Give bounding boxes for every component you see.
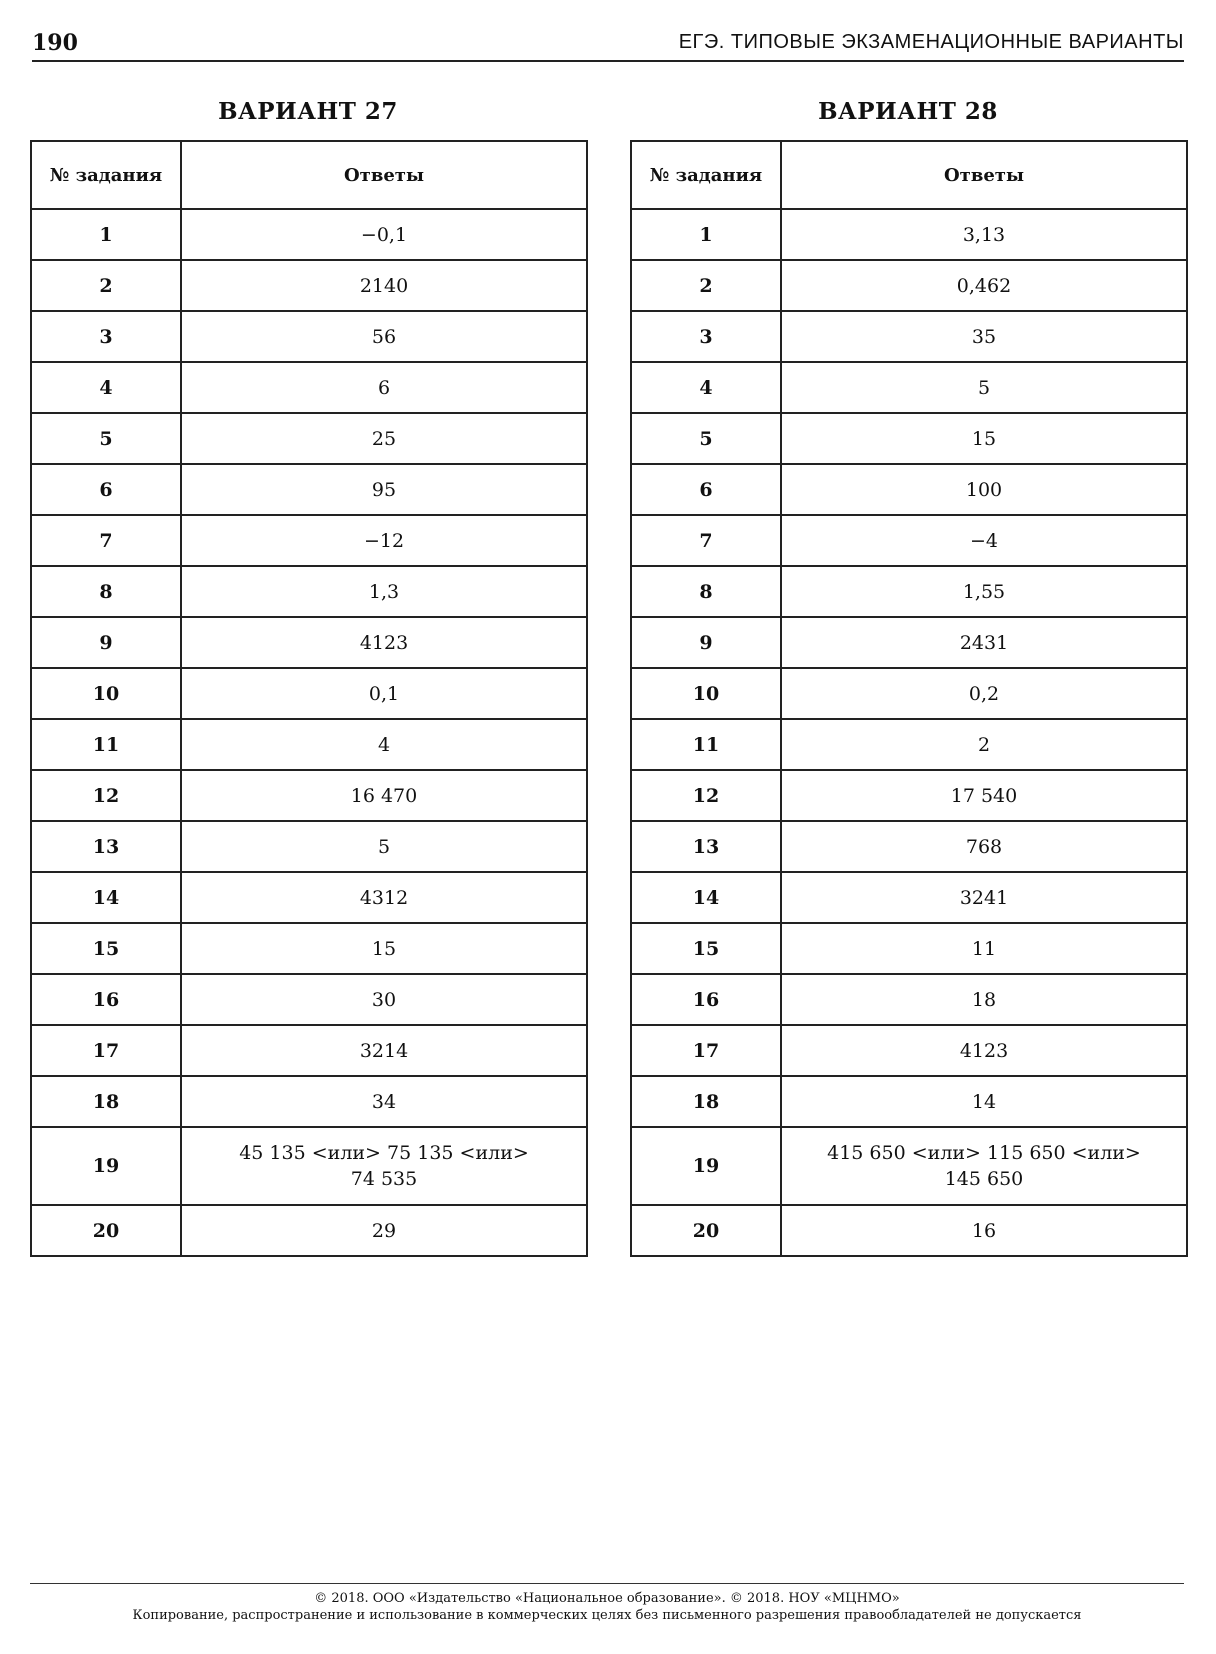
table-row bbox=[31, 821, 587, 872]
answer-cell: 768 bbox=[781, 821, 1187, 872]
task-number: 9 bbox=[31, 617, 181, 668]
answer-cell: 2 bbox=[781, 719, 1187, 770]
answer-cell: 5 bbox=[781, 362, 1187, 413]
table-row bbox=[31, 515, 587, 566]
answer-cell: 5 bbox=[181, 821, 587, 872]
table-row bbox=[31, 617, 587, 668]
task-number: 7 bbox=[31, 515, 181, 566]
table-row bbox=[631, 209, 1187, 260]
task-number: 19 bbox=[631, 1127, 781, 1205]
table-row bbox=[631, 668, 1187, 719]
table-header-row bbox=[631, 141, 1187, 209]
task-number: 4 bbox=[31, 362, 181, 413]
answer-cell: 15 bbox=[781, 413, 1187, 464]
column-header-answer: Ответы bbox=[181, 141, 587, 209]
table-row bbox=[31, 464, 587, 515]
answers-body bbox=[31, 209, 587, 1256]
task-number: 3 bbox=[31, 311, 181, 362]
answer-cell: 15 bbox=[181, 923, 587, 974]
table-row bbox=[631, 260, 1187, 311]
task-number: 5 bbox=[31, 413, 181, 464]
page-header bbox=[32, 26, 1184, 62]
task-number: 14 bbox=[31, 872, 181, 923]
task-number: 12 bbox=[631, 770, 781, 821]
answer-cell: 35 bbox=[781, 311, 1187, 362]
answer-cell: 16 bbox=[781, 1205, 1187, 1256]
answer-cell: 56 bbox=[181, 311, 587, 362]
answer-cell bbox=[181, 1127, 587, 1205]
table-row bbox=[31, 209, 587, 260]
task-number: 2 bbox=[31, 260, 181, 311]
running-title: ЕГЭ. ТИПОВЫЕ ЭКЗАМЕНАЦИОННЫЕ ВАРИАНТЫ bbox=[678, 31, 1184, 53]
task-number: 11 bbox=[631, 719, 781, 770]
task-number: 1 bbox=[31, 209, 181, 260]
task-number: 8 bbox=[31, 566, 181, 617]
task-number: 9 bbox=[631, 617, 781, 668]
table-row bbox=[31, 362, 587, 413]
answer-cell: −0,1 bbox=[181, 209, 587, 260]
table-row bbox=[631, 821, 1187, 872]
table-row bbox=[31, 872, 587, 923]
table-row bbox=[631, 1127, 1187, 1205]
answer-cell: 16 470 bbox=[181, 770, 587, 821]
answer-cell: 4 bbox=[181, 719, 587, 770]
answer-cell: 2140 bbox=[181, 260, 587, 311]
task-number: 18 bbox=[31, 1076, 181, 1127]
page-number: 190 bbox=[32, 30, 78, 56]
table-row bbox=[631, 515, 1187, 566]
task-number: 7 bbox=[631, 515, 781, 566]
answer-cell: 11 bbox=[781, 923, 1187, 974]
variant-title: ВАРИАНТ 27 bbox=[218, 98, 398, 125]
task-number: 3 bbox=[631, 311, 781, 362]
answer-cell: −4 bbox=[781, 515, 1187, 566]
table-row bbox=[31, 974, 587, 1025]
table-row bbox=[631, 566, 1187, 617]
table-row bbox=[631, 1205, 1187, 1256]
column-header-task: № задания bbox=[31, 141, 181, 209]
copyright-line: © 2018. ООО «Издательство «Национальное образование». © 2018. НОУ «МЦНМО» bbox=[314, 1591, 900, 1606]
answer-cell: 3241 bbox=[781, 872, 1187, 923]
answer-cell: 34 bbox=[181, 1076, 587, 1127]
answer-cell: 18 bbox=[781, 974, 1187, 1025]
table-row bbox=[31, 1127, 587, 1205]
task-number: 1 bbox=[631, 209, 781, 260]
task-number: 19 bbox=[31, 1127, 181, 1205]
answer-cell: 25 bbox=[181, 413, 587, 464]
table-row bbox=[31, 770, 587, 821]
answer-cell: 0,462 bbox=[781, 260, 1187, 311]
answer-cell: 1,55 bbox=[781, 566, 1187, 617]
table-row bbox=[31, 1205, 587, 1256]
table-row bbox=[31, 413, 587, 464]
answer-cell: 4123 bbox=[181, 617, 587, 668]
answer-cell: 3,13 bbox=[781, 209, 1187, 260]
answer-cell: 100 bbox=[781, 464, 1187, 515]
task-number: 14 bbox=[631, 872, 781, 923]
table-row bbox=[31, 311, 587, 362]
task-number: 6 bbox=[631, 464, 781, 515]
table-row bbox=[631, 719, 1187, 770]
table-row bbox=[631, 413, 1187, 464]
answer-cell: 0,2 bbox=[781, 668, 1187, 719]
answer-cell: 1,3 bbox=[181, 566, 587, 617]
task-number: 10 bbox=[631, 668, 781, 719]
task-number: 4 bbox=[631, 362, 781, 413]
table-row bbox=[631, 974, 1187, 1025]
task-number: 13 bbox=[631, 821, 781, 872]
table-row bbox=[31, 668, 587, 719]
answer-cell: 6 bbox=[181, 362, 587, 413]
task-number: 13 bbox=[31, 821, 181, 872]
answer-line: 74 535 bbox=[350, 1168, 418, 1190]
table-row bbox=[31, 719, 587, 770]
answer-cell: 4312 bbox=[181, 872, 587, 923]
variant-28-block bbox=[630, 96, 1186, 1257]
task-number: 2 bbox=[631, 260, 781, 311]
copyright-footer bbox=[30, 1583, 1184, 1624]
answer-cell: 3214 bbox=[181, 1025, 587, 1076]
answer-line: 145 650 bbox=[944, 1168, 1024, 1190]
task-number: 17 bbox=[31, 1025, 181, 1076]
table-row bbox=[631, 770, 1187, 821]
task-number: 6 bbox=[31, 464, 181, 515]
task-number: 17 bbox=[631, 1025, 781, 1076]
table-row bbox=[631, 464, 1187, 515]
table-row bbox=[631, 617, 1187, 668]
answer-cell: 95 bbox=[181, 464, 587, 515]
column-header-answer: Ответы bbox=[781, 141, 1187, 209]
answers-table bbox=[30, 140, 588, 1257]
answer-cell: 30 bbox=[181, 974, 587, 1025]
task-number: 12 bbox=[31, 770, 181, 821]
answers-body bbox=[631, 209, 1187, 1256]
task-number: 20 bbox=[631, 1205, 781, 1256]
answer-cell: −12 bbox=[181, 515, 587, 566]
answers-table bbox=[630, 140, 1188, 1257]
task-number: 16 bbox=[31, 974, 181, 1025]
task-number: 20 bbox=[31, 1205, 181, 1256]
answer-cell: 0,1 bbox=[181, 668, 587, 719]
task-number: 10 bbox=[31, 668, 181, 719]
answer-cell: 2431 bbox=[781, 617, 1187, 668]
variant-27-block bbox=[30, 96, 586, 1257]
task-number: 15 bbox=[31, 923, 181, 974]
table-row bbox=[31, 1025, 587, 1076]
table-row bbox=[631, 362, 1187, 413]
table-row bbox=[31, 923, 587, 974]
task-number: 5 bbox=[631, 413, 781, 464]
answer-line: 415 650 <или> 115 650 <или> bbox=[827, 1142, 1141, 1164]
table-row bbox=[631, 1076, 1187, 1127]
answer-line: 45 135 <или> 75 135 <или> bbox=[239, 1142, 529, 1164]
answer-cell: 29 bbox=[181, 1205, 587, 1256]
column-header-task: № задания bbox=[631, 141, 781, 209]
task-number: 18 bbox=[631, 1076, 781, 1127]
task-number: 16 bbox=[631, 974, 781, 1025]
table-row bbox=[31, 260, 587, 311]
task-number: 15 bbox=[631, 923, 781, 974]
answer-cell: 14 bbox=[781, 1076, 1187, 1127]
table-row bbox=[631, 872, 1187, 923]
table-row bbox=[31, 566, 587, 617]
answer-cell bbox=[781, 1127, 1187, 1205]
variant-title: ВАРИАНТ 28 bbox=[818, 98, 998, 125]
answer-cell: 17 540 bbox=[781, 770, 1187, 821]
copying-notice: Копирование, распространение и использование в коммерческих целях без письменного разрешения правообладателей не допускается bbox=[132, 1608, 1082, 1623]
task-number: 8 bbox=[631, 566, 781, 617]
table-row bbox=[631, 1025, 1187, 1076]
table-header-row bbox=[31, 141, 587, 209]
table-row bbox=[31, 1076, 587, 1127]
table-row bbox=[631, 923, 1187, 974]
task-number: 11 bbox=[31, 719, 181, 770]
answer-cell: 4123 bbox=[781, 1025, 1187, 1076]
table-row bbox=[631, 311, 1187, 362]
